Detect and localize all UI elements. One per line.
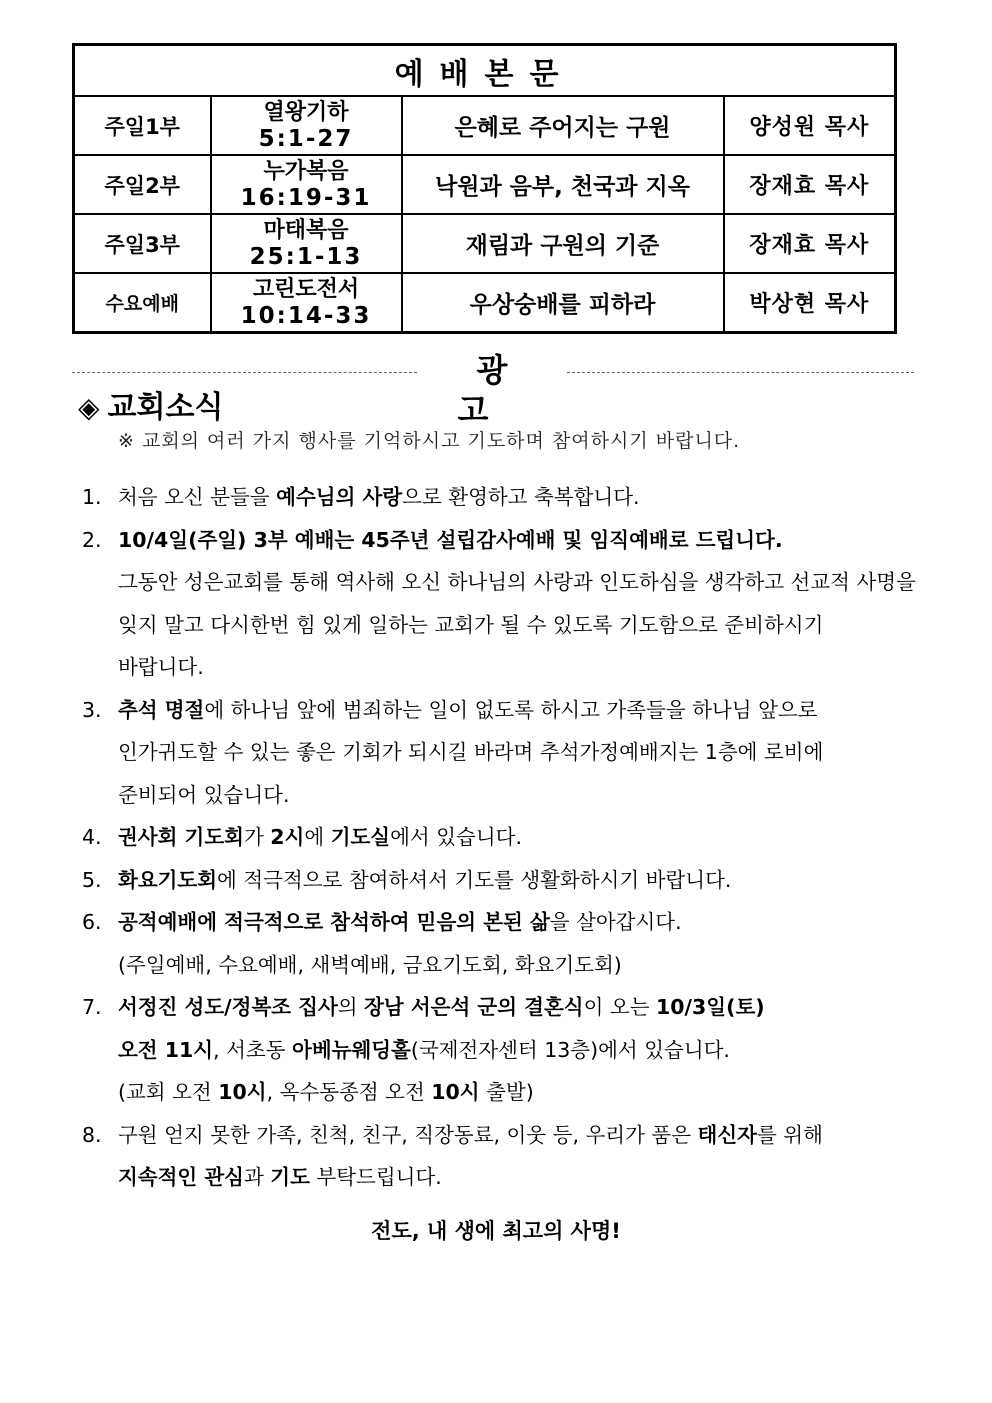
ann-text: 부탁드립니다. xyxy=(309,1165,442,1189)
news-heading-text: 교회소식 xyxy=(107,390,224,425)
ann-emphasis: 기도 xyxy=(270,1165,310,1189)
ann-line xyxy=(82,1156,922,1199)
scripture-ref: 5:1-27 xyxy=(258,125,354,152)
item-number: 6. xyxy=(82,910,102,934)
scripture-ref: 10:14-33 xyxy=(240,302,372,329)
ann-text: 구원 얻지 못한 가족, 친척, 친구, 직장동료, 이웃 등, 우리가 품은 xyxy=(118,1122,698,1147)
list-item xyxy=(82,519,922,689)
ann-text: 에 xyxy=(304,825,331,849)
ann-text: 출발) xyxy=(479,1080,534,1104)
dashed-rule xyxy=(567,372,914,373)
ann-emphasis: 화요기도회 xyxy=(118,867,218,892)
ann-text: 인가귀도할 수 있는 좋은 기회가 되시길 바라며 추석가정예배지는 1층에 로비에 xyxy=(118,740,824,764)
item-number: 3. xyxy=(82,697,102,722)
ann-line xyxy=(82,1029,922,1072)
scripture-ref: 25:1-13 xyxy=(249,243,363,270)
ann-emphasis: 예수님의 사랑 xyxy=(276,485,403,509)
sermon-title: 은혜로 주어지는 구원 xyxy=(402,96,724,155)
list-item xyxy=(82,986,922,1114)
sermon-table xyxy=(72,43,897,334)
ann-text: 이 오는 xyxy=(583,995,657,1019)
service-name: 주일2부 xyxy=(74,155,211,214)
preacher-name: 장재효 목사 xyxy=(724,155,896,214)
ann-text: 바랍니다. xyxy=(118,655,204,679)
ann-text: 을 살아갑시다. xyxy=(549,910,682,934)
diamond-icon: ◈ xyxy=(78,391,100,424)
service-name: 주일1부 xyxy=(74,96,211,155)
sermon-title: 우상숭배를 피하라 xyxy=(402,273,724,333)
ann-emphasis: 기도실 xyxy=(330,825,391,849)
scripture-cell xyxy=(211,155,402,214)
list-item xyxy=(82,901,922,986)
ann-text: 과 xyxy=(243,1165,271,1189)
ann-text: 그동안 성은교회를 통해 역사해 오신 하나님의 사랑과 인도하심을 생각하고 선교적 사명을 xyxy=(118,570,916,594)
item-number: 1. xyxy=(82,485,102,509)
ann-emphasis: 10/4일(주일) 3부 예배는 45주년 설립감사예배 및 임직예배로 드립니다. xyxy=(118,527,783,552)
ann-emphasis: 지속적인 관심 xyxy=(118,1165,244,1189)
ann-text: 준비되어 있습니다. xyxy=(118,782,290,807)
list-item xyxy=(82,1114,922,1199)
ann-emphasis: 서정진 성도/정복조 집사 xyxy=(118,995,338,1019)
ann-text: (국제전자센터 13층)에서 있습니다. xyxy=(410,1037,730,1062)
sermon-title: 재림과 구원의 기준 xyxy=(402,214,724,273)
ann-text: (교회 오전 xyxy=(118,1080,219,1104)
preacher-name: 양성원 목사 xyxy=(724,96,896,155)
scripture-cell xyxy=(211,96,402,155)
ad-heading: 광고 xyxy=(457,351,546,429)
ann-emphasis: 10시 xyxy=(431,1080,480,1104)
ann-emphasis: 권사회 기도회 xyxy=(118,825,244,849)
scripture-book: 누가복음 xyxy=(263,158,349,184)
scripture-ref: 16:19-31 xyxy=(240,184,372,211)
ann-emphasis: 태신자 xyxy=(697,1122,757,1147)
ann-text: 으로 환영하고 축복합니다. xyxy=(402,485,640,509)
sermon-title: 낙원과 음부, 천국과 지옥 xyxy=(402,155,724,214)
ann-emphasis: 오전 11시 xyxy=(118,1037,214,1062)
ann-text: 가 xyxy=(243,825,271,849)
item-number: 4. xyxy=(82,825,102,849)
preacher-name: 장재효 목사 xyxy=(724,214,896,273)
ann-emphasis: 아베뉴웨딩홀 xyxy=(292,1037,411,1062)
item-number: 2. xyxy=(82,527,102,552)
closing-motto: 전도, 내 생에 최고의 사명! xyxy=(371,1219,621,1243)
scripture-book: 열왕기하 xyxy=(263,99,349,125)
ann-text: , 옥수동종점 오전 xyxy=(266,1080,432,1104)
item-number: 8. xyxy=(82,1122,102,1147)
scripture-book: 고린도전서 xyxy=(252,276,360,302)
item-number: 7. xyxy=(82,995,102,1019)
ann-emphasis: 공적예배에 적극적으로 참석하여 믿음의 본된 삶 xyxy=(118,910,550,934)
table-row xyxy=(74,214,896,273)
ann-text: 처음 오신 분들을 xyxy=(118,485,277,509)
ann-emphasis: 장남 서은석 군의 결혼식 xyxy=(364,995,584,1019)
service-name: 주일3부 xyxy=(74,214,211,273)
news-note: ※ 교회의 여러 가지 행사를 기억하시고 기도하며 참여하시기 바랍니다. xyxy=(118,430,741,452)
ann-text: 를 위해 xyxy=(756,1122,823,1147)
preacher-name: 박상현 목사 xyxy=(724,273,896,333)
list-item xyxy=(82,859,922,902)
item-number: 5. xyxy=(82,867,102,892)
news-heading xyxy=(78,388,223,428)
ann-text: 의 xyxy=(337,995,365,1019)
scripture-book: 마태복음 xyxy=(263,217,349,243)
list-item xyxy=(82,476,922,519)
ann-emphasis: 10/3일(토) xyxy=(656,995,765,1019)
ann-text: , 서초동 xyxy=(213,1037,293,1062)
ann-text: 에서 있습니다. xyxy=(390,825,522,849)
service-name: 수요예배 xyxy=(74,273,211,333)
announcement-list xyxy=(82,476,922,1199)
scripture-cell xyxy=(211,214,402,273)
ann-text: (주일예배, 수요예배, 새벽예배, 금요기도회, 화요기도회) xyxy=(118,952,622,977)
ann-text: 에 하나님 앞에 범죄하는 일이 없도록 하시고 가족들을 하나님 앞으로 xyxy=(204,697,818,722)
ann-line xyxy=(82,1071,922,1114)
table-row xyxy=(74,273,896,333)
scripture-cell xyxy=(211,273,402,333)
list-item xyxy=(82,689,922,817)
list-item xyxy=(82,816,922,859)
ann-emphasis: 2시 xyxy=(270,825,305,849)
ann-emphasis: 추석 명절 xyxy=(118,697,205,722)
ann-text: 에 적극적으로 참여하셔서 기도를 생활화하시기 바랍니다. xyxy=(217,867,732,892)
sermon-table-title: 예배본문 xyxy=(74,45,896,97)
ann-emphasis: 10시 xyxy=(218,1080,267,1104)
ann-text: 잊지 말고 다시한번 힘 있게 일하는 교회가 될 수 있도록 기도함으로 준비하시기 xyxy=(118,612,824,637)
dashed-rule xyxy=(72,372,417,373)
table-row xyxy=(74,96,896,155)
table-row xyxy=(74,155,896,214)
